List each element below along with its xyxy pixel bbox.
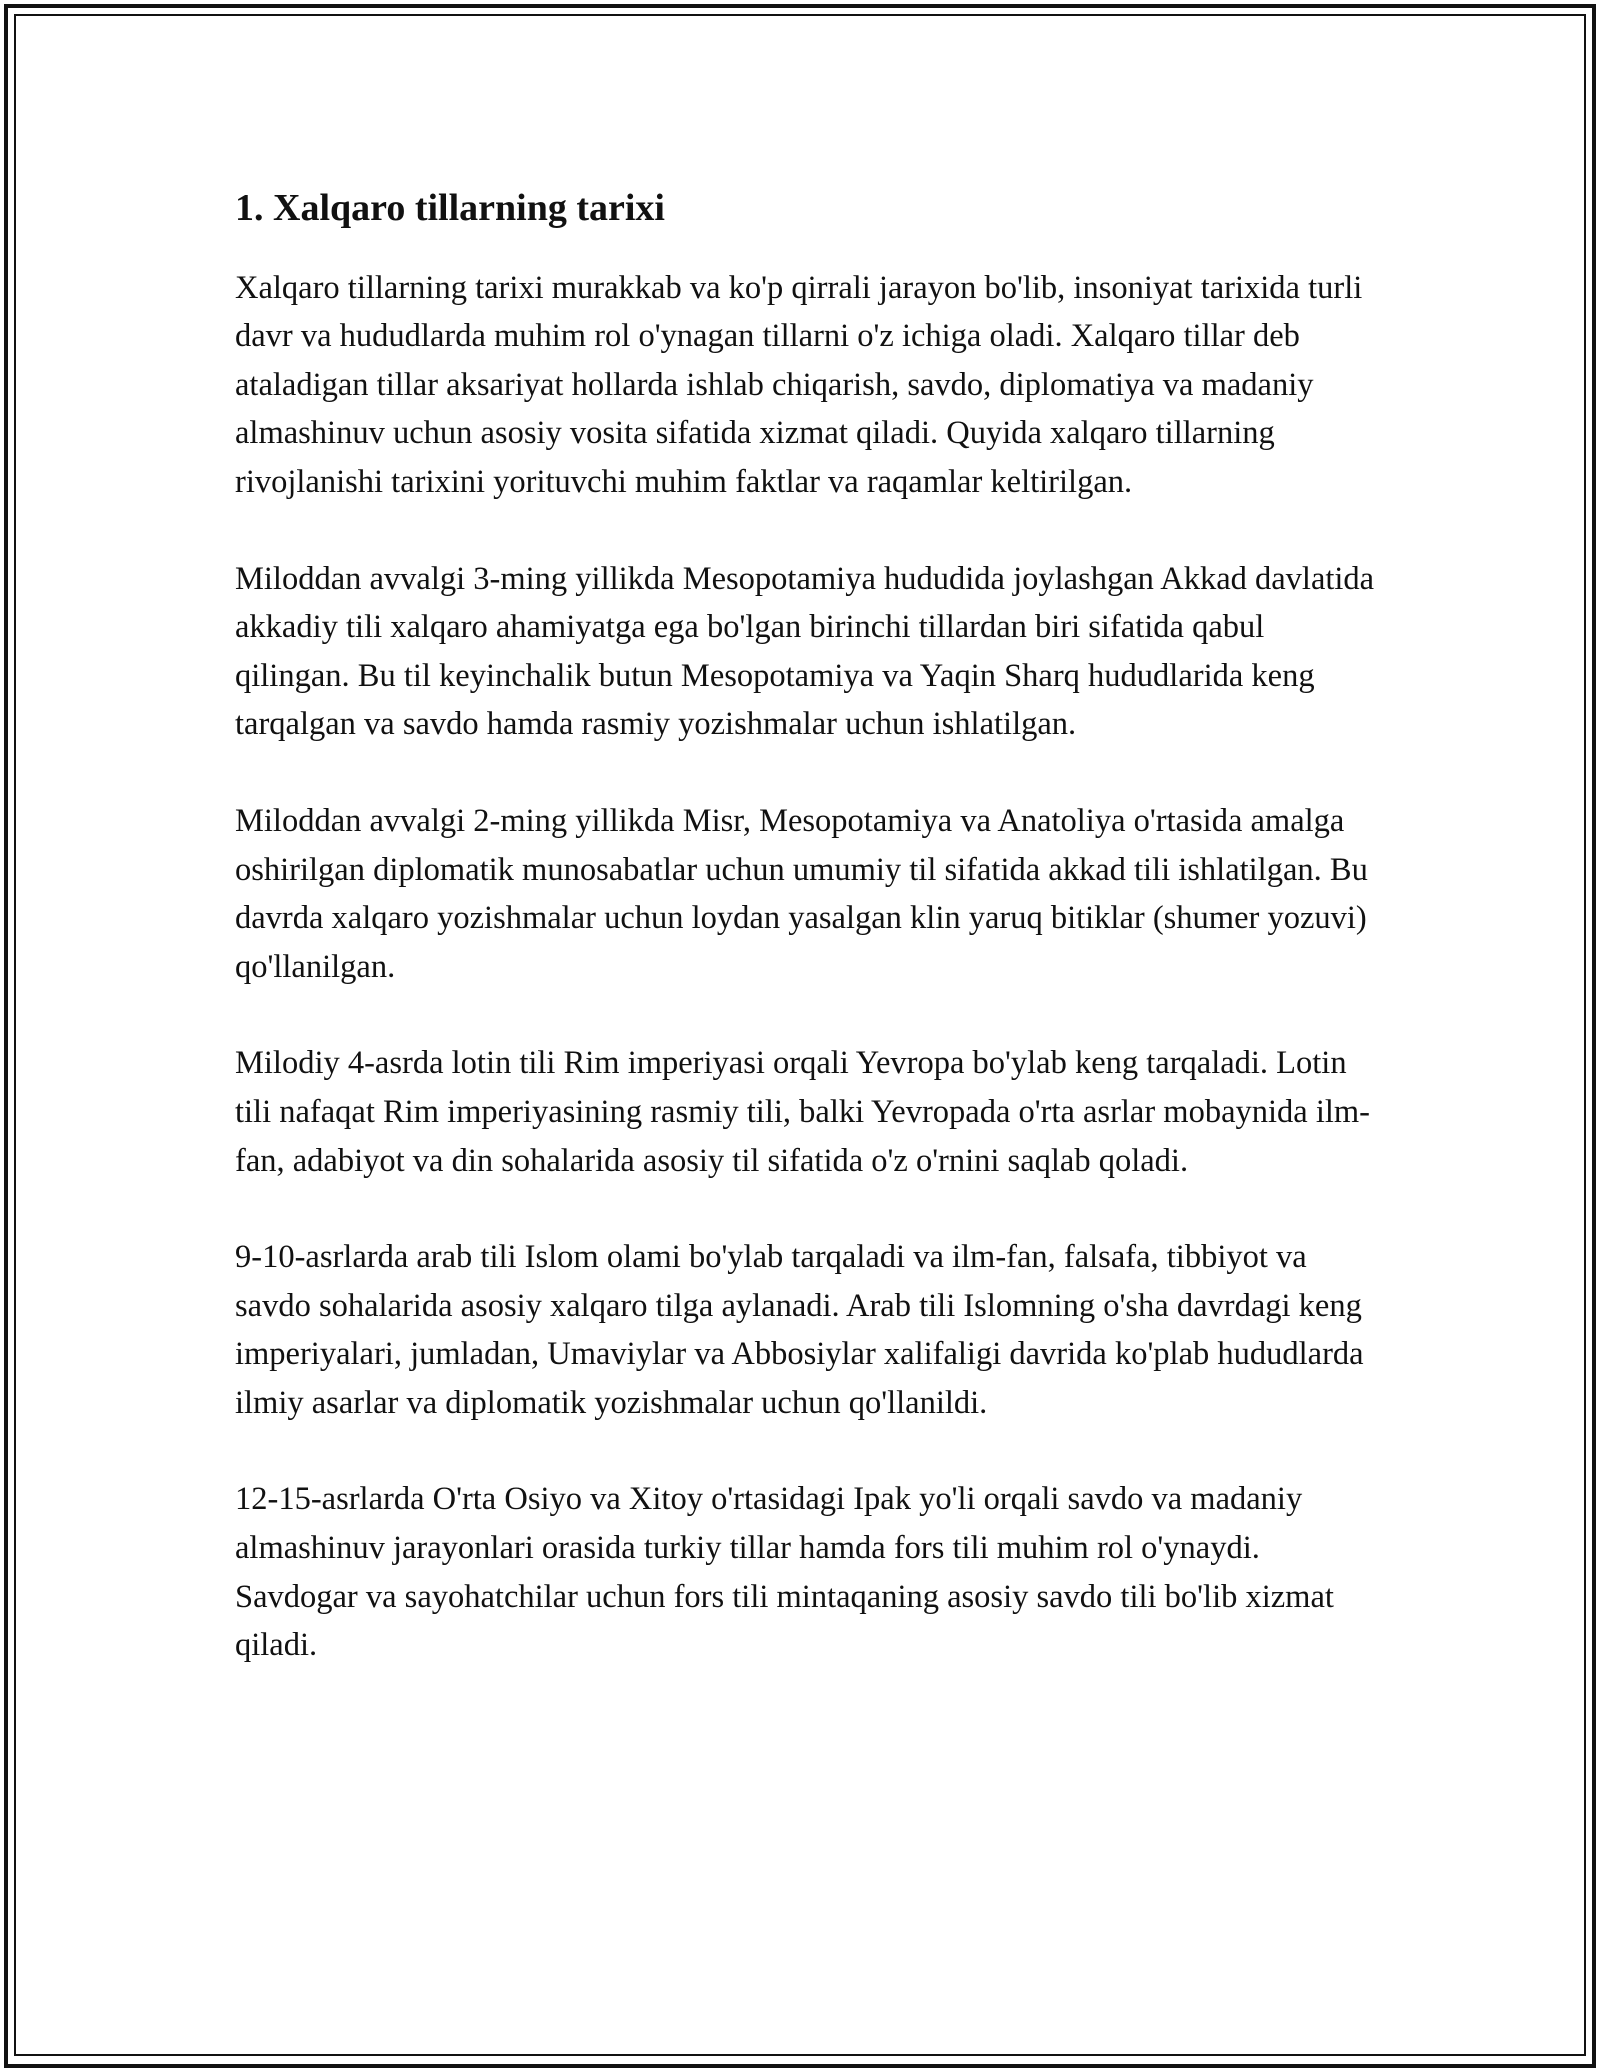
paragraph-akkadian: Miloddan avvalgi 3-ming yillikda Mesopotamiya hududida joylashgan Akkad davlatida akkadiy tili xalqaro ahamiyatga ega bo'lgan birinchi tillardan biri sifatida qabul qilingan. Bu til keyinchalik butun Mesopotamiya va Yaqin Sharq hududlarida keng tarqalgan va savdo hamda rasmiy yozishmalar uchun ishlatilgan. [235,560,1375,743]
paragraph-diplomacy: Miloddan avvalgi 2-ming yillikda Misr, Mesopotamiya va Anatoliya o'rtasida amalga oshirilgan diplomatik munosabatlar uchun umumiy til sifatida akkad tili ishlatilgan. Bu davrda xalqaro yozishmalar uchun loydan yasalgan klin yaruq bitiklar (shumer yozuvi) qo'llanilgan. [235,802,1368,985]
paragraph-silk-road: 12-15-asrlarda O'rta Osiyo va Xitoy o'rtasidagi Ipak yo'li orqali savdo va madaniy almashinuv jarayonlari orasida turkiy tillar hamda fors tili muhim rol o'ynaydi. Savdogar va sayohatchilar uchun fors tili mintaqaning asosiy savdo tili bo'lib xizmat qiladi. [235,1481,1334,1664]
paragraph-arabic: 9-10-asrlarda arab tili Islom olami bo'ylab tarqaladi va ilm-fan, falsafa, tibbiyot va savdo sohalarida asosiy xalqaro tilga aylanadi. Arab tili Islomning o'sha davrdagi keng imperiyalari, jumladan, Umaviylar va Abbosiylar xalifaligi davrida ko'plab hududlarda ilmiy asarlar va diplomatik yozishmalar uchun qo'llanildi. [235,1239,1364,1421]
paragraph-latin: Milodiy 4-asrda lotin tili Rim imperiyasi orqali Yevropa bo'ylab keng tarqaladi. Lotin tili nafaqat Rim imperiyasining rasmiy tili, balki Yevropada o'rta asrlar mobaynida ilm-fan, adabiyot va din sohalarida asosiy til sifatida o'z o'rnini saqlab qoladi. [235,1045,1370,1179]
section-heading: 1. Xalqaro tillarning tarixi [235,187,665,229]
document-body [235,186,1375,1718]
paragraph-intro: Xalqaro tillarning tarixi murakkab va ko'p qirrali jarayon bo'lib, insoniyat tarixida turli davr va hududlarda muhim rol o'ynagan tillarni o'z ichiga oladi. Xalqaro tillar deb ataladigan tillar aksariyat hollarda ishlab chiqarish, savdo, diplomatiya va madaniy almashinuv uchun asosiy vosita sifatida xizmat qiladi. Quyida xalqaro tillarning rivojlanishi tarixini yorituvchi muhim faktlar va raqamlar keltirilgan. [235,269,1363,500]
